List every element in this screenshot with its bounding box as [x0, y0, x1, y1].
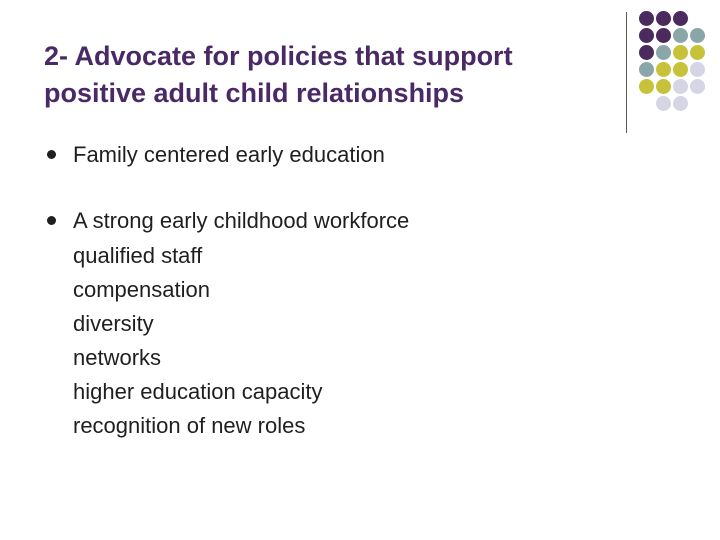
- decorative-dot: [656, 79, 671, 94]
- decorative-dot: [673, 62, 688, 77]
- decorative-dot: [656, 45, 671, 60]
- decorative-dot: [656, 62, 671, 77]
- decorative-dot: [673, 45, 688, 60]
- sub-item: compensation: [73, 277, 210, 302]
- title-divider: [626, 12, 627, 133]
- decorative-dot: [690, 28, 705, 43]
- sub-item: higher education capacity: [73, 379, 323, 404]
- decorative-dot: [639, 79, 654, 94]
- sub-item: diversity: [73, 311, 154, 336]
- decorative-dot: [656, 96, 671, 111]
- decorative-dot: [656, 11, 671, 26]
- title-line-1: 2- Advocate for policies that support: [44, 41, 513, 71]
- sub-item: networks: [73, 345, 162, 370]
- decorative-dot: [639, 62, 654, 77]
- decorative-dot: [673, 96, 688, 111]
- bullet-text: Family centered early education: [73, 142, 385, 167]
- decorative-dot: [639, 45, 654, 60]
- decorative-dot: [639, 28, 654, 43]
- bullet-text: A strong early childhood workforce: [73, 208, 410, 233]
- bullet-dot-icon: [47, 150, 56, 159]
- decorative-dot: [656, 28, 671, 43]
- decorative-dot-grid: [639, 11, 720, 117]
- decorative-dot: [673, 28, 688, 43]
- decorative-dot: [690, 79, 705, 94]
- decorative-dot: [690, 62, 705, 77]
- decorative-dot: [690, 45, 705, 60]
- slide-title: [44, 38, 604, 112]
- decorative-dot: [673, 79, 688, 94]
- decorative-dot: [673, 11, 688, 26]
- title-line-2: positive adult child relationships: [44, 78, 465, 108]
- bullet-dot-icon: [47, 216, 56, 225]
- decorative-dot: [639, 11, 654, 26]
- sub-item: recognition of new roles: [73, 413, 306, 438]
- sub-item: qualified staff: [73, 243, 203, 268]
